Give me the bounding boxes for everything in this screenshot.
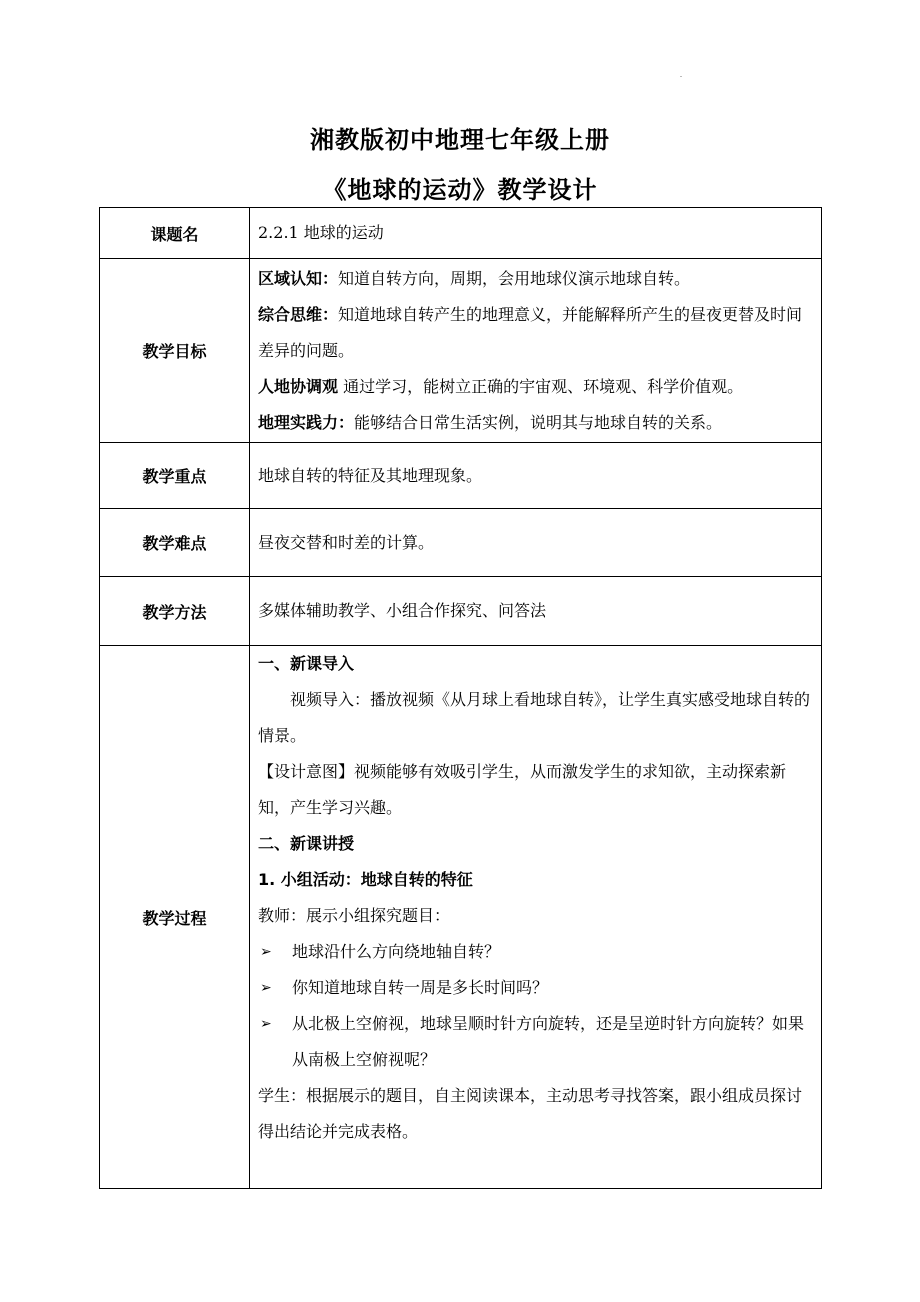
- goal-heading: 地理实践力：: [258, 412, 355, 432]
- document-subtitle: 《地球的运动》教学设计: [322, 176, 598, 204]
- arrow-bullet-icon: ➢: [260, 980, 272, 996]
- question-item: [258, 934, 813, 970]
- question-item: [258, 1006, 813, 1078]
- goals-content: [250, 259, 822, 443]
- table-row-difficulties: [100, 509, 822, 577]
- methods-label: 教学方法: [100, 577, 250, 646]
- goal-item: [258, 297, 813, 369]
- arrow-bullet-icon: ➢: [260, 944, 272, 960]
- goal-text: 通过学习，能树立正确的宇宙观、环境观、科学价值观。: [338, 376, 744, 396]
- document-title: 湘教版初中地理七年级上册: [310, 126, 610, 154]
- goal-heading: 人地协调观: [258, 376, 339, 396]
- goal-heading: 区域认知：: [258, 268, 339, 288]
- section-heading: 二、新课讲授: [258, 834, 355, 853]
- key-points-value: 地球自转的特征及其地理现象。: [250, 443, 822, 509]
- goal-text: 知道地球自转产生的地理意义，并能解释所产生的昼夜更替及时间差异的问题。: [258, 304, 803, 360]
- process-label: 教学过程: [100, 646, 250, 1189]
- goal-item: [258, 261, 813, 297]
- goal-item: [258, 405, 813, 441]
- topic-label: 课题名: [100, 208, 250, 259]
- table-row-methods: [100, 577, 822, 646]
- difficulties-label: 教学难点: [100, 509, 250, 577]
- goal-heading: 综合思维：: [258, 304, 339, 324]
- difficulties-value: 昼夜交替和时差的计算。: [250, 509, 822, 577]
- question-item: [258, 970, 813, 1006]
- topic-value: 2.2.1 地球的运动: [250, 208, 822, 259]
- goal-text: 知道自转方向，周期，会用地球仪演示地球自转。: [338, 268, 691, 288]
- design-intent-paragraph: 【设计意图】视频能够有效吸引学生，从而激发学生的求知欲，主动探索新知，产生学习兴趣。: [258, 762, 787, 817]
- methods-value: 多媒体辅助教学、小组合作探究、问答法: [250, 577, 822, 646]
- table-row-goals: [100, 259, 822, 443]
- table-row-process: [100, 646, 822, 1189]
- teacher-line: 教师：展示小组探究题目：: [258, 906, 451, 925]
- question-text: 地球沿什么方向绕地轴自转？: [292, 942, 501, 961]
- question-text: 从北极上空俯视，地球呈顺时针方向旋转，还是呈逆时针方向旋转？如果从南极上空俯视呢？: [292, 1014, 805, 1069]
- key-points-label: 教学重点: [100, 443, 250, 509]
- table-row-topic: [100, 208, 822, 259]
- student-line: 学生：根据展示的题目，自主阅读课本，主动思考寻找答案，跟小组成员探讨得出结论并完成表格。: [258, 1086, 803, 1141]
- goal-text: 能够结合日常生活实例，说明其与地球自转的关系。: [354, 412, 723, 432]
- goal-item: [258, 369, 813, 405]
- scan-artifact-dot: [680, 76, 682, 77]
- arrow-bullet-icon: ➢: [260, 1016, 272, 1032]
- lesson-plan-table: [99, 207, 822, 1189]
- intro-paragraph: 视频导入：播放视频《从月球上看地球自转》，让学生真实感受地球自转的情景。: [258, 690, 811, 745]
- section-heading: 一、新课导入: [258, 654, 355, 673]
- question-text: 你知道地球自转一周是多长时间吗？: [292, 978, 549, 997]
- process-content: [250, 646, 822, 1189]
- table-row-key-points: [100, 443, 822, 509]
- goals-label: 教学目标: [100, 259, 250, 443]
- activity-heading: 1. 小组活动：地球自转的特征: [258, 870, 473, 889]
